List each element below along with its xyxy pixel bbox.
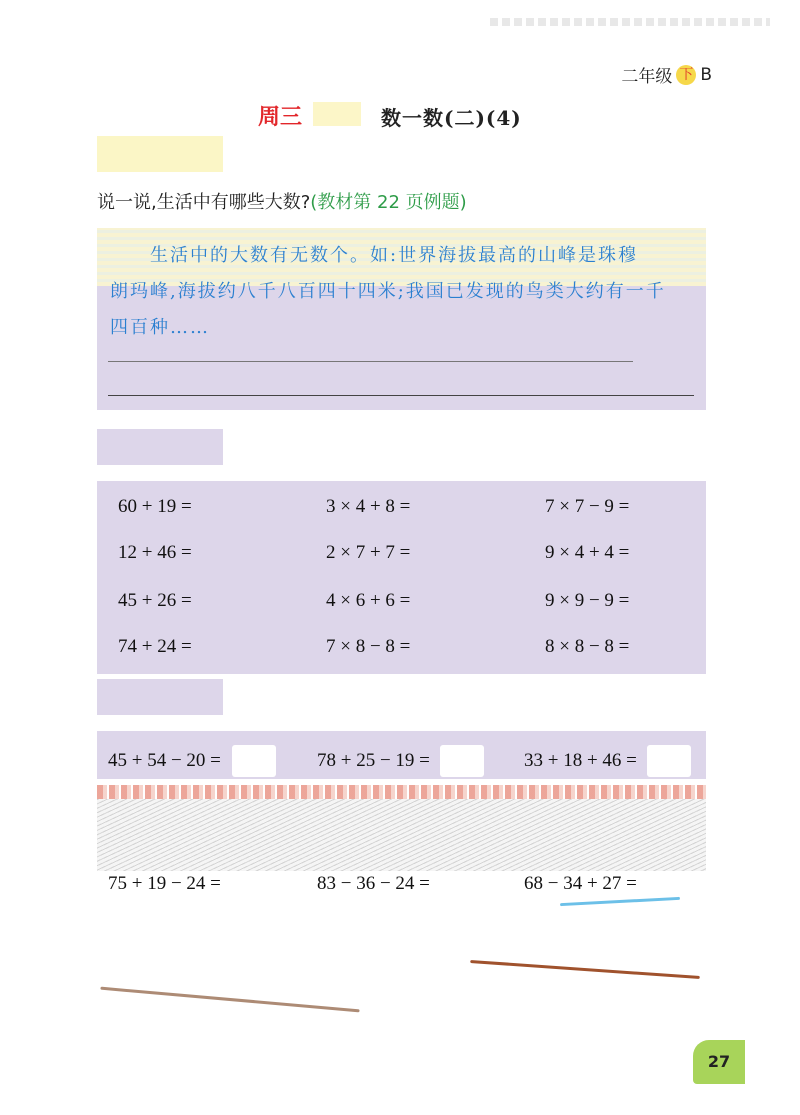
section1-heading-bar: [97, 136, 223, 172]
scan-artifact-streak: [100, 987, 359, 1013]
calc-expression: 75 + 19 − 24 =: [108, 873, 221, 894]
calc-expression: 45 + 26 =: [118, 590, 192, 611]
day-label: 周三: [258, 105, 303, 130]
calc-expression: 9 × 4 + 4 =: [545, 542, 630, 563]
scan-artifact-hatch: [97, 799, 706, 871]
answer-blank[interactable]: [232, 745, 276, 777]
grade-label: [621, 62, 712, 87]
calc-expression: 68 − 34 + 27 =: [524, 873, 637, 894]
answer-line: 生活中的大数有无数个。如:世界海拔最高的山峰是珠穆: [110, 245, 639, 266]
scan-artifact-stripe: [97, 785, 706, 799]
calc-expression: 12 + 46 =: [118, 542, 192, 563]
calc-expression: 7 × 7 − 9 =: [545, 496, 630, 517]
scan-artifact-streak: [470, 960, 700, 979]
answer-line: 四百种……: [110, 317, 210, 338]
section2-heading-bar: [97, 429, 223, 465]
grade-suffix: B: [700, 64, 712, 85]
writing-line: [108, 395, 694, 396]
question: 说一说,生活中有哪些大数?: [97, 192, 311, 213]
answer-blank[interactable]: [440, 745, 484, 777]
question-source: (教材第 22 页例题): [310, 192, 467, 213]
grade-term-badge: 下: [676, 65, 696, 85]
page-title: [0, 100, 800, 132]
calc-expression: 4 × 6 + 6 =: [326, 590, 411, 611]
day-highlight: [313, 102, 361, 126]
calc-expression: 78 + 25 − 19 =: [317, 750, 430, 771]
page-number: 27: [693, 1040, 745, 1084]
calc-expression: 7 × 8 − 8 =: [326, 636, 411, 657]
calc-expression: 2 × 7 + 7 =: [326, 542, 411, 563]
calc-expression: 3 × 4 + 8 =: [326, 496, 411, 517]
writing-line: [108, 361, 633, 362]
answer-blank[interactable]: [647, 745, 691, 777]
question-text: [97, 188, 467, 214]
section3-heading-bar: [97, 679, 223, 715]
header-faint-text: [490, 18, 770, 26]
answer-text: [110, 238, 700, 346]
calc-expression: 83 − 36 − 24 =: [317, 873, 430, 894]
calc-expression: 60 + 19 =: [118, 496, 192, 517]
calc-expression: 74 + 24 =: [118, 636, 192, 657]
calc-expression: 9 × 9 − 9 =: [545, 590, 630, 611]
grade-prefix: 二年级: [621, 67, 673, 87]
calc-expression: 33 + 18 + 46 =: [524, 750, 637, 771]
answer-line: 朗玛峰,海拔约八千八百四十四米;我国已发现的鸟类大约有一千: [110, 281, 666, 302]
calc-expression: 45 + 54 − 20 =: [108, 750, 221, 771]
lesson-title: 数一数(二)(4): [381, 106, 522, 130]
calc-expression: 8 × 8 − 8 =: [545, 636, 630, 657]
scan-artifact-streak: [560, 897, 680, 906]
